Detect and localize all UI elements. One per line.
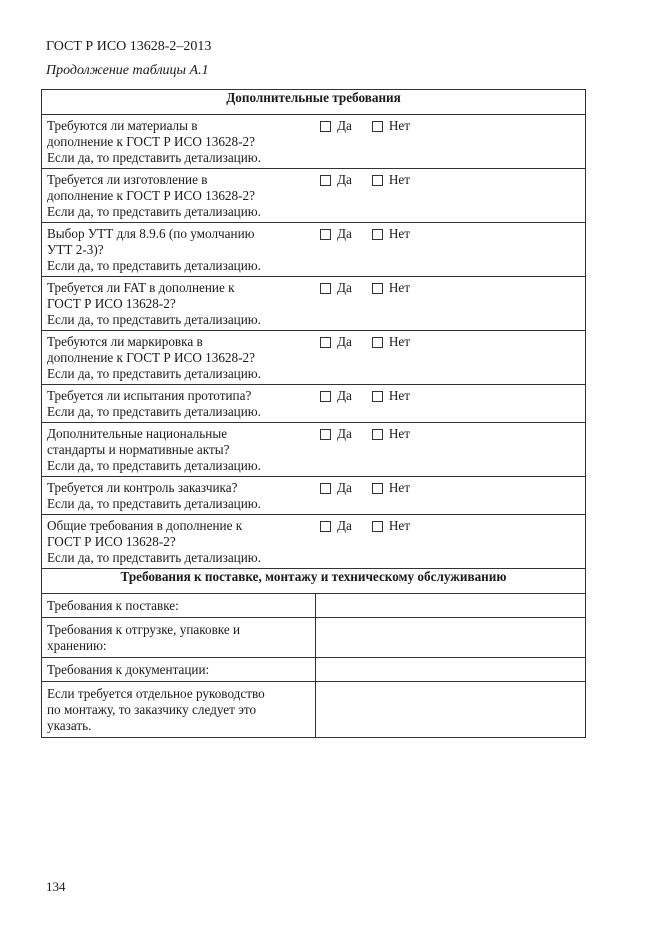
question-row xyxy=(42,515,586,569)
delivery-requirement-row xyxy=(42,682,586,738)
checkbox-no[interactable] xyxy=(372,521,383,532)
no-option[interactable] xyxy=(372,480,410,496)
checkbox-no[interactable] xyxy=(372,283,383,294)
requirement-answer-field[interactable] xyxy=(316,618,586,658)
no-option[interactable] xyxy=(372,334,410,366)
requirement-line: Требования к документации: xyxy=(47,662,210,677)
detail-instruction: Если да, то представить детализацию. xyxy=(47,550,261,565)
question-line: Дополнительные национальные xyxy=(47,426,228,441)
delivery-requirement-row xyxy=(42,618,586,658)
requirement-answer-field[interactable] xyxy=(316,594,586,618)
question-row xyxy=(42,277,586,331)
checkbox-yes[interactable] xyxy=(320,229,331,240)
question-line: Требуется ли FAT в дополнение к xyxy=(47,280,235,295)
yes-label: Да xyxy=(337,172,352,187)
no-option[interactable] xyxy=(372,518,410,550)
no-label: Нет xyxy=(388,480,410,495)
yes-option[interactable] xyxy=(320,388,352,404)
question-line: Выбор УТТ для 8.9.6 (по умолчанию xyxy=(47,226,255,241)
yes-option[interactable] xyxy=(320,518,352,550)
page-number: 134 xyxy=(46,879,66,894)
question-cell xyxy=(42,423,586,477)
detail-instruction: Если да, то представить детализацию. xyxy=(47,150,261,165)
question-row xyxy=(42,115,586,169)
yes-option[interactable] xyxy=(320,480,352,496)
yes-option[interactable] xyxy=(320,172,352,204)
question-text xyxy=(47,426,315,458)
requirement-line: хранению: xyxy=(47,638,107,653)
question-cell xyxy=(42,277,586,331)
delivery-requirement-row xyxy=(42,658,586,682)
detail-instruction: Если да, то представить детализацию. xyxy=(47,258,261,273)
question-text xyxy=(47,334,315,366)
question-line: стандарты и нормативные акты? xyxy=(47,442,230,457)
checkbox-no[interactable] xyxy=(372,391,383,402)
no-label: Нет xyxy=(388,388,410,403)
question-line: дополнение к ГОСТ Р ИСО 13628-2? xyxy=(47,188,255,203)
question-text xyxy=(47,118,315,150)
question-row xyxy=(42,331,586,385)
question-line: Общие требования в дополнение к xyxy=(47,518,243,533)
question-line: дополнение к ГОСТ Р ИСО 13628-2? xyxy=(47,134,255,149)
no-label: Нет xyxy=(388,172,410,187)
no-option[interactable] xyxy=(372,426,410,458)
question-row xyxy=(42,223,586,277)
detail-instruction: Если да, то представить детализацию. xyxy=(47,204,261,219)
requirement-line: Если требуется отдельное руководство xyxy=(47,686,265,701)
question-text xyxy=(47,226,315,258)
detail-instruction: Если да, то представить детализацию. xyxy=(47,312,261,327)
checkbox-yes[interactable] xyxy=(320,175,331,186)
question-row xyxy=(42,423,586,477)
question-text xyxy=(47,388,315,404)
question-text xyxy=(47,518,315,550)
question-cell xyxy=(42,169,586,223)
question-text xyxy=(47,172,315,204)
section-title: Требования к поставке, монтажу и техническому обслуживанию xyxy=(42,569,586,594)
yes-label: Да xyxy=(337,388,352,403)
checkbox-yes[interactable] xyxy=(320,121,331,132)
requirement-label xyxy=(42,618,316,658)
question-line: Требуется ли контроль заказчика? xyxy=(47,480,238,495)
yes-option[interactable] xyxy=(320,118,352,150)
no-option[interactable] xyxy=(372,388,410,404)
section-header-additional-requirements xyxy=(42,90,586,115)
yes-option[interactable] xyxy=(320,226,352,258)
question-cell xyxy=(42,115,586,169)
question-cell xyxy=(42,515,586,569)
question-line: ГОСТ Р ИСО 13628-2? xyxy=(47,296,176,311)
question-cell xyxy=(42,477,586,515)
checkbox-yes[interactable] xyxy=(320,429,331,440)
question-text xyxy=(47,480,315,496)
requirement-answer-field[interactable] xyxy=(316,658,586,682)
requirement-line: указать. xyxy=(47,718,92,733)
requirement-label xyxy=(42,658,316,682)
delivery-requirement-row xyxy=(42,594,586,618)
yes-label: Да xyxy=(337,280,352,295)
checkbox-yes[interactable] xyxy=(320,283,331,294)
checkbox-yes[interactable] xyxy=(320,483,331,494)
no-option[interactable] xyxy=(372,280,410,312)
detail-instruction: Если да, то представить детализацию. xyxy=(47,404,261,419)
question-row xyxy=(42,477,586,515)
requirements-table xyxy=(41,89,586,738)
detail-instruction: Если да, то представить детализацию. xyxy=(47,366,261,381)
requirement-line: Требования к поставке: xyxy=(47,598,179,613)
no-label: Нет xyxy=(388,518,410,533)
no-option[interactable] xyxy=(372,118,410,150)
requirement-label xyxy=(42,682,316,738)
no-option[interactable] xyxy=(372,226,410,258)
yes-label: Да xyxy=(337,480,352,495)
question-cell xyxy=(42,385,586,423)
checkbox-no[interactable] xyxy=(372,121,383,132)
no-label: Нет xyxy=(388,334,410,349)
yes-option[interactable] xyxy=(320,280,352,312)
detail-instruction: Если да, то представить детализацию. xyxy=(47,496,261,511)
question-line: УТТ 2-3)? xyxy=(47,242,104,257)
requirement-answer-field[interactable] xyxy=(316,682,586,738)
requirement-line: по монтажу, то заказчику следует это xyxy=(47,702,257,717)
question-line: Требуется ли испытания прототипа? xyxy=(47,388,252,403)
checkbox-yes[interactable] xyxy=(320,521,331,532)
yes-label: Да xyxy=(337,118,352,133)
checkbox-yes[interactable] xyxy=(320,391,331,402)
checkbox-no[interactable] xyxy=(372,429,383,440)
question-line: ГОСТ Р ИСО 13628-2? xyxy=(47,534,176,549)
question-line: Требуются ли маркировка в xyxy=(47,334,203,349)
checkbox-no[interactable] xyxy=(372,229,383,240)
no-label: Нет xyxy=(388,118,410,133)
question-cell xyxy=(42,331,586,385)
no-option[interactable] xyxy=(372,172,410,204)
yes-label: Да xyxy=(337,334,352,349)
checkbox-no[interactable] xyxy=(372,175,383,186)
yes-label: Да xyxy=(337,518,352,533)
no-label: Нет xyxy=(388,226,410,241)
checkbox-yes[interactable] xyxy=(320,337,331,348)
question-line: дополнение к ГОСТ Р ИСО 13628-2? xyxy=(47,350,255,365)
yes-option[interactable] xyxy=(320,426,352,458)
question-cell xyxy=(42,223,586,277)
checkbox-no[interactable] xyxy=(372,337,383,348)
yes-label: Да xyxy=(337,426,352,441)
requirement-label xyxy=(42,594,316,618)
requirement-line: Требования к отгрузке, упаковке и xyxy=(47,622,241,637)
checkbox-no[interactable] xyxy=(372,483,383,494)
yes-option[interactable] xyxy=(320,334,352,366)
yes-label: Да xyxy=(337,226,352,241)
section-title: Дополнительные требования xyxy=(42,90,586,115)
question-line: Требуется ли изготовление в xyxy=(47,172,208,187)
question-row xyxy=(42,169,586,223)
question-row xyxy=(42,385,586,423)
no-label: Нет xyxy=(388,280,410,295)
table-continuation-caption: Продолжение таблицы А.1 xyxy=(46,63,209,78)
question-text xyxy=(47,280,315,312)
question-line: Требуются ли материалы в xyxy=(47,118,198,133)
detail-instruction: Если да, то представить детализацию. xyxy=(47,458,261,473)
section-header-delivery xyxy=(42,569,586,594)
no-label: Нет xyxy=(388,426,410,441)
document-code: ГОСТ Р ИСО 13628-2–2013 xyxy=(46,39,212,54)
